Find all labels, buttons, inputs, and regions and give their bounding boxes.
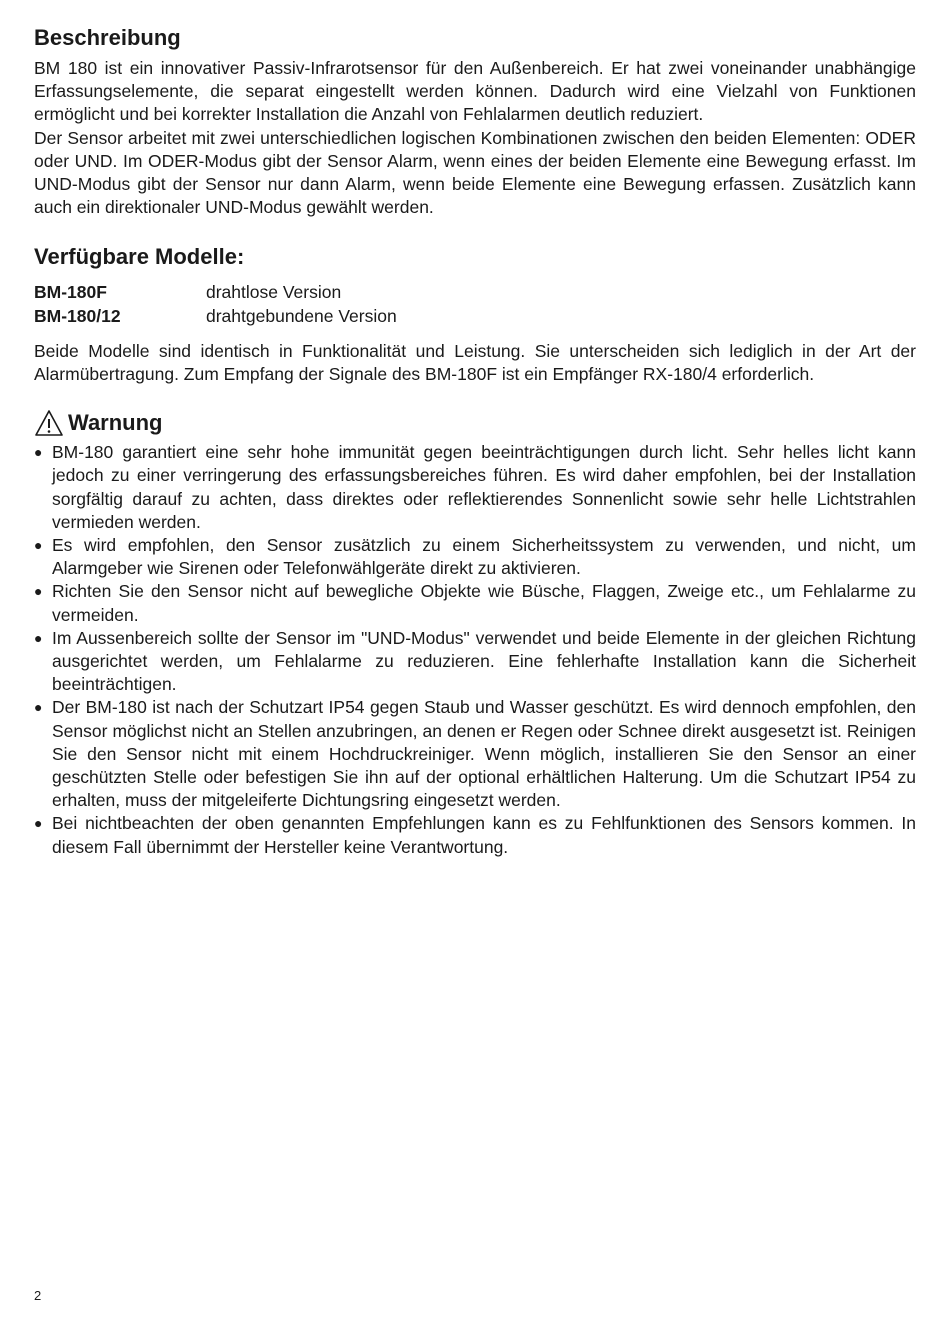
bullet-icon: ●: [34, 699, 43, 716]
model-code: BM-180F: [34, 282, 107, 303]
warning-text: BM-180 garantiert eine sehr hohe immunität gegen beeinträchtigungen durch licht. Sehr helles licht kann jedoch zu einer verringerung des erfassungsbereiches führen. Es wird daher empfohlen, bei der Installation sorgfältig darauf zu achten, dass direktes oder reflektierendes Sonnenlicht sowie sehr helle Lichtstrahlen vermieden werden.: [52, 442, 916, 532]
section-title-beschreibung: Beschreibung: [34, 25, 181, 50]
warning-heading: [34, 407, 916, 439]
page-number: 2: [34, 1288, 42, 1303]
list-item: [34, 696, 916, 812]
model-description: drahtgebundene Version: [206, 305, 397, 326]
description-paragraph-2: Der Sensor arbeitet mit zwei unterschiedlichen logischen Kombinationen zwischen den beiden Elementen: ODER oder UND. Im ODER-Modus gibt der Sensor Alarm, wenn eines der beiden Elemente eine Bewegung erfasst. Im UND-Modus gibt der Sensor nur dann Alarm, wenn beide Elemente eine Bewegung erfassen. Zusätzlich kann auch ein direktionaler UND-Modus gewählt werden.: [34, 127, 916, 218]
warning-text: Der BM-180 ist nach der Schutzart IP54 gegen Staub und Wasser geschützt. Es wird dennoch empfohlen, den Sensor möglichst nicht an Stellen anzubringen, an denen er Regen oder Schnee direkt ausgesetzt ist. Reinigen Sie den Sensor nicht mit einem Hochdruckreiniger. Wenn möglich, installieren Sie den Sensor an einer geschützten Stelle oder befestigen Sie ihn auf der optional erhältlichen Halterung. Um die Schutzart IP54 zu erhalten, muss der mitgeleiferte Dichtungsring eingesetzt werden.: [52, 697, 916, 811]
models-list: [34, 281, 916, 327]
list-item: [34, 580, 916, 626]
bullet-icon: ●: [34, 629, 43, 646]
list-item: [34, 627, 916, 697]
warning-text: Im Aussenbereich sollte der Sensor im "UND-Modus" verwendet und beide Elemente in der gleichen Richtung ausgerichtet werden, um Fehlalarme zu reduzieren. Eine fehlerhafte Installation kann die Sicherheit beeinträchtigen.: [52, 627, 916, 695]
section-title-modelle: Verfügbare Modelle:: [34, 244, 245, 270]
bullet-icon: ●: [34, 537, 43, 554]
list-item: [34, 812, 916, 858]
warning-text: Bei nichtbeachten der oben genannten Empfehlungen kann es zu Fehlfunktionen des Sensors kommen. In diesem Fall übernimmt der Hersteller keine Verantwortung.: [52, 813, 916, 857]
section-title-warnung: Warnung: [68, 410, 163, 436]
models-note: Beide Modelle sind identisch in Funktionalität und Leistung. Sie unterscheiden sich lediglich in der Art der Alarmübertragung. Zum Empfang der Signale des BM-180F ist ein Empfänger RX-180/4 erforderlich.: [34, 340, 916, 385]
warning-text: Richten Sie den Sensor nicht auf bewegliche Objekte wie Büsche, Flaggen, Zweige etc., um Fehlalarme zu vermeiden.: [52, 581, 916, 625]
bullet-icon: ●: [34, 583, 43, 600]
list-item: [34, 534, 916, 580]
model-code: BM-180/12: [34, 305, 121, 326]
warning-triangle-icon: [34, 408, 64, 438]
model-description: drahtlose Version: [206, 282, 342, 303]
bullet-icon: ●: [34, 444, 43, 461]
model-row: [34, 305, 916, 328]
list-item: [34, 441, 916, 534]
model-row: [34, 281, 916, 304]
warning-list: [34, 441, 916, 859]
document-page: [34, 22, 916, 859]
warning-text: Es wird empfohlen, den Sensor zusätzlich zu einem Sicherheitssystem zu verwenden, und nicht, um Alarmgeber wie Sirenen oder Telefonwählgeräte direkt zu aktivieren.: [52, 535, 916, 579]
description-paragraph-1: BM 180 ist ein innovativer Passiv-Infrarotsensor für den Außenbereich. Er hat zwei voneinander unabhängige Erfassungselemente, die separat eingestellt werden können. Dadurch wird eine Vielzahl von Funktionen ermöglicht und bei korrekter Installation die Anzahl von Fehlalarmen deutlich reduziert.: [34, 58, 916, 125]
bullet-icon: ●: [34, 815, 43, 832]
